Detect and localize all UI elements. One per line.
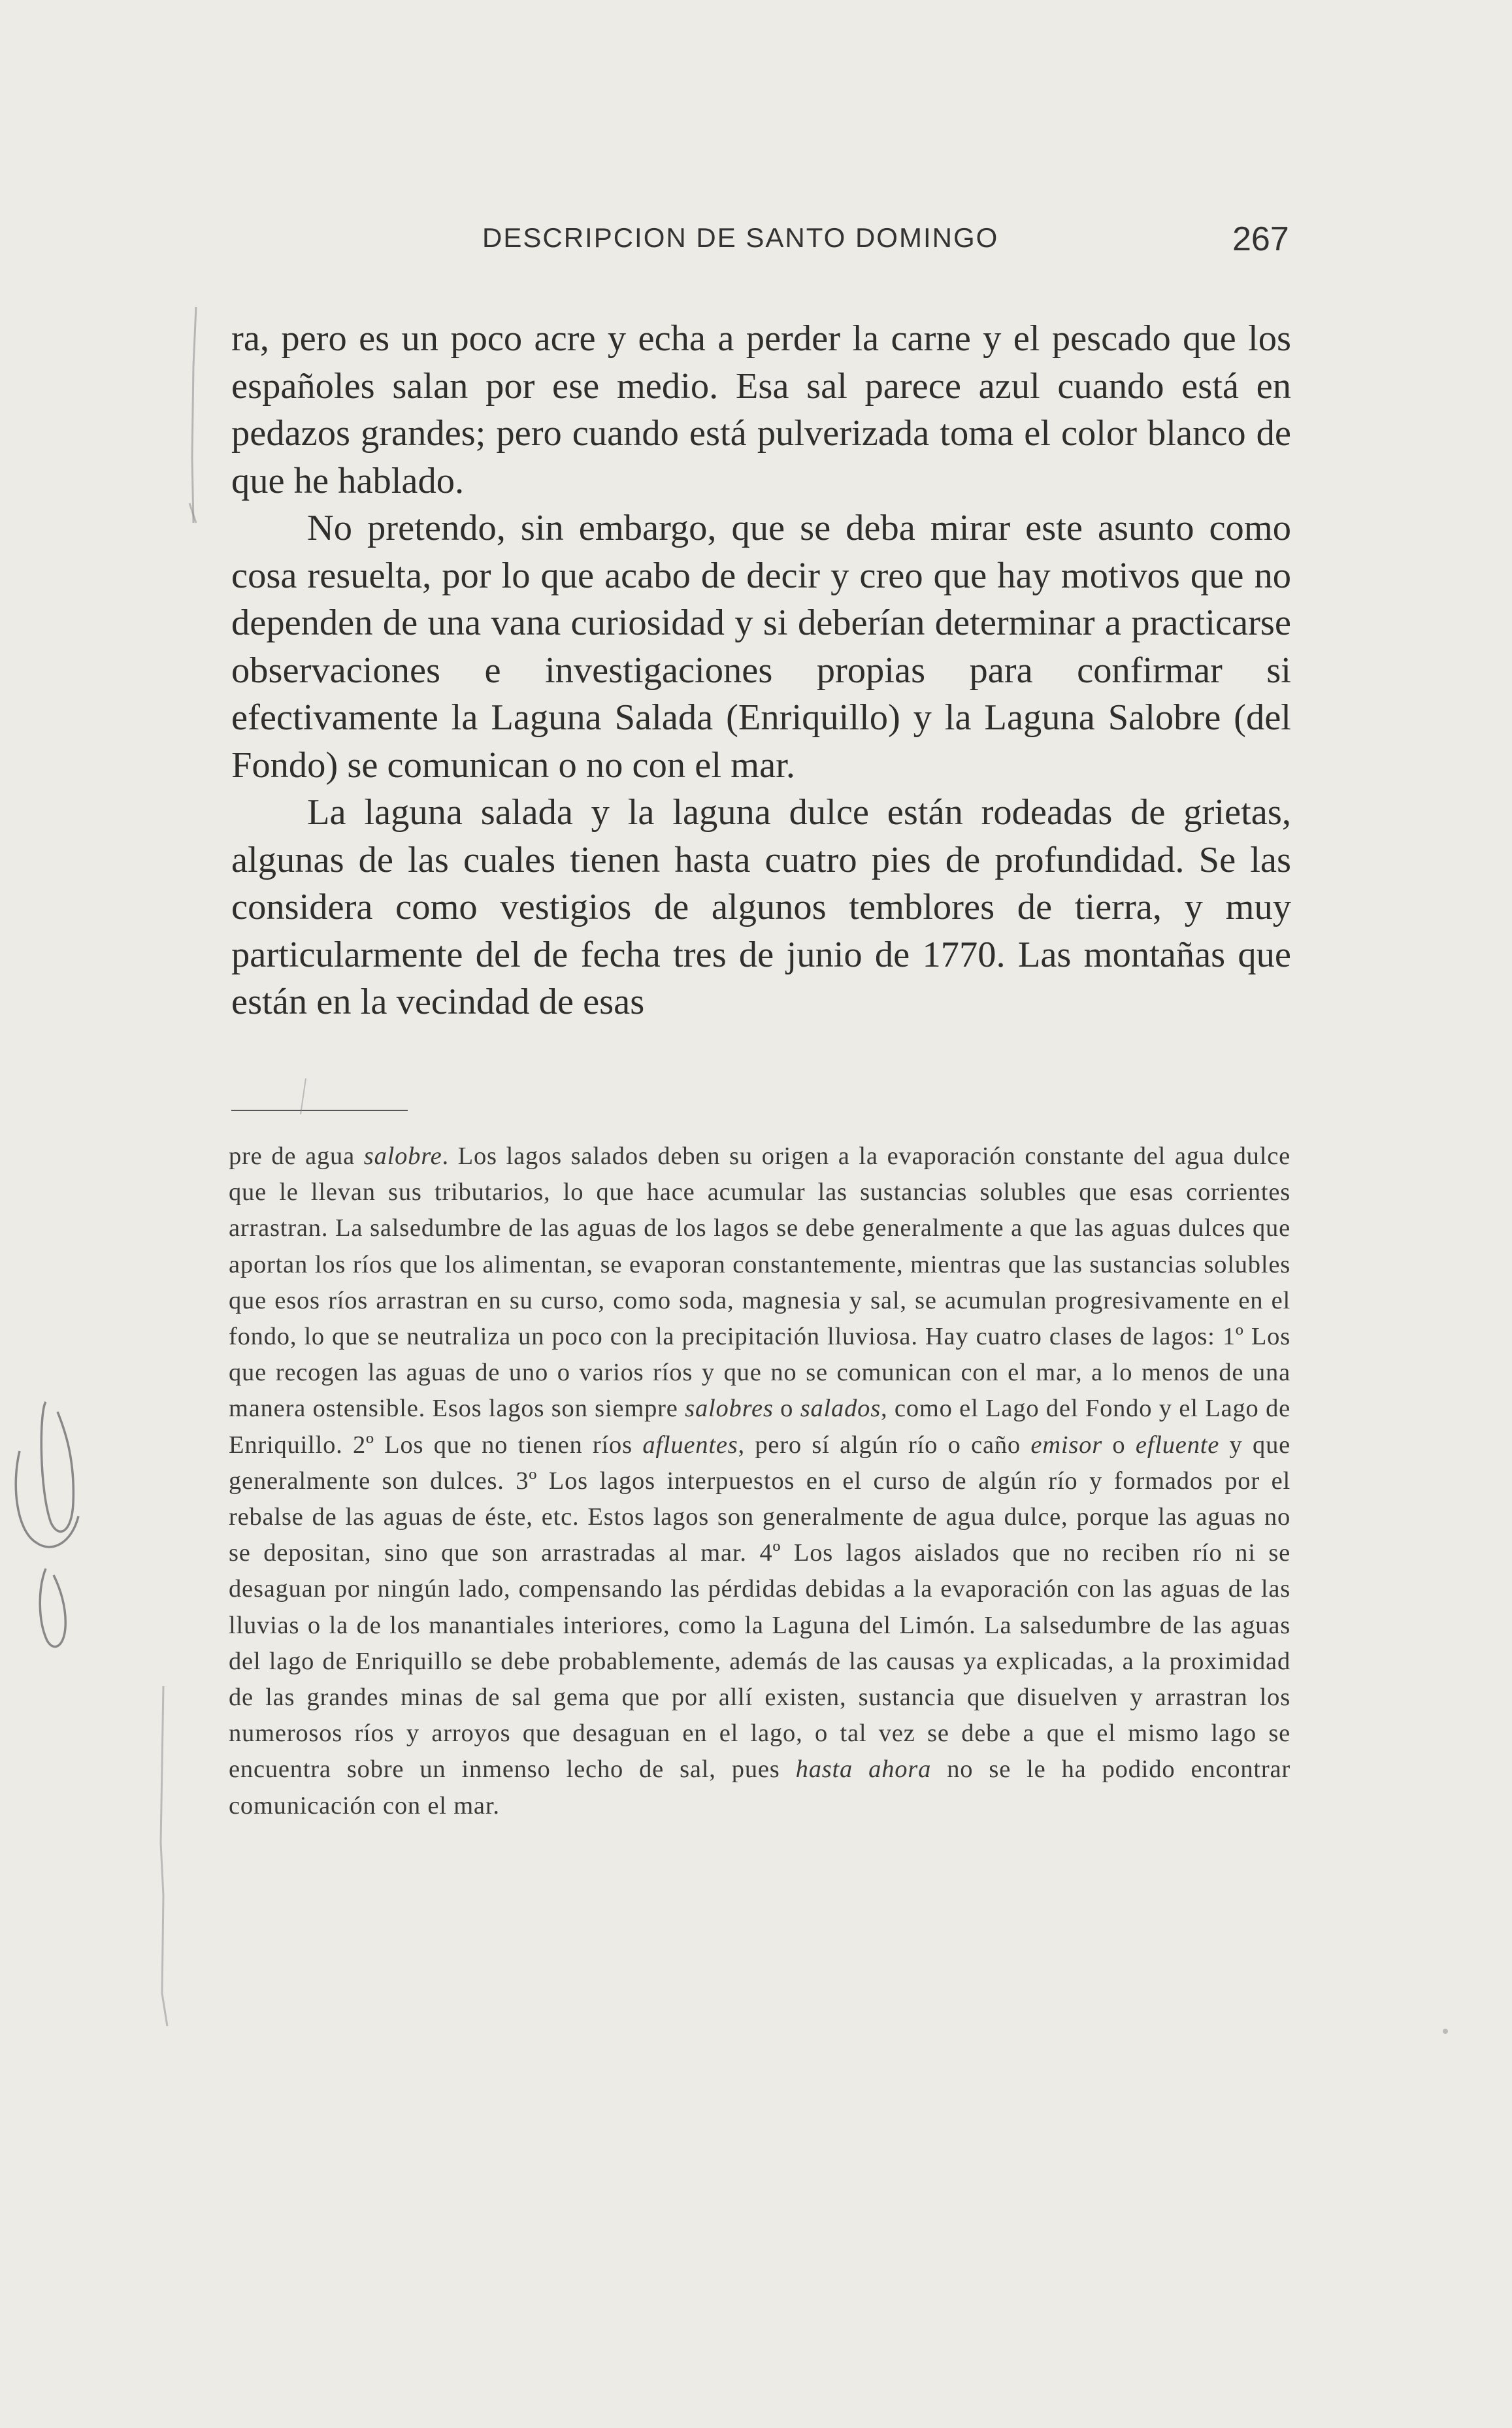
margin-scribble bbox=[40, 1569, 65, 1647]
footnote-italic-run: afluentes bbox=[642, 1431, 738, 1459]
footnote-run: pre de agua bbox=[229, 1142, 364, 1170]
margin-pencil-line bbox=[192, 307, 196, 523]
stray-pencil-mark bbox=[301, 1078, 306, 1114]
footnote-italic-run: emisor bbox=[1030, 1431, 1102, 1459]
footnote-pencil-line bbox=[161, 1686, 167, 2026]
page-number: 267 bbox=[1232, 220, 1289, 258]
stray-dot bbox=[1443, 2029, 1448, 2034]
footnote-run: y que generalmente son dulces. 3º Los lagos interpuestos en el curso de algún río y formados por el rebalse de las aguas de éste, etc. Estos lagos son generalmente de agua dulce, porque las aguas no se depositan, sino que son arrastradas al mar. 4º Los lagos aislados que no reciben río ni se desaguan por ningún lado, compensando las pérdidas debidas a la evaporación con las aguas de las lluvias o la de los manantiales interiores, como la Laguna del Limón. La salsedumbre de las aguas del lago de Enriquillo se debe probablemente, además de las causas ya explicadas, a la proximidad de las grandes minas de sal gema que por allí existen, sustancia que disuelven y arrastran los numerosos ríos y arroyos que desaguan en el lago, o tal vez se debe a que el mismo lago se encuentra sobre un inmenso lecho de sal, pues bbox=[229, 1431, 1291, 1784]
margin-scribble bbox=[41, 1402, 73, 1531]
footnote-italic-run: salados bbox=[800, 1395, 881, 1423]
footnote-run: o bbox=[1102, 1431, 1136, 1459]
margin-scribble bbox=[16, 1451, 78, 1547]
footnote-italic-run: salobres bbox=[685, 1395, 774, 1423]
paragraph: No pretendo, sin embargo, que se deba mirar este asunto como cosa resuelta, por lo que acabo de decir y creo que hay motivos que no dependen de una vana curiosidad y si deberían determinar a practicarse observaciones e investigaciones propias para confirmar si efectivamente la Laguna Salada (Enriquillo) y la Laguna Salobre (del Fondo) se comunican o no con el mar. bbox=[231, 508, 1291, 786]
footnote-run: , pero sí algún río o caño bbox=[738, 1431, 1031, 1459]
footnote-run: . Los lagos salados deben su origen a la evaporación constante del agua dulce que le llevan sus tributarios, lo que hace acumular las sustancias solubles que esas corrientes arrastran. La salsedumbre de las aguas de los lagos se debe generalmente a que las aguas dulces que aportan los ríos que los alimentan, se evaporan constantemente, mientras que las sustancias solubles que esos ríos arrastran en su curso, como soda, magnesia y sal, se acumulan progresivamente en el fondo, lo que se neutraliza un poco con la precipitación lluviosa. Hay cuatro clases de lagos: 1º Los que recogen las aguas de uno o varios ríos y que no se comunican con el mar, a lo menos de una manera ostensible. Esos lagos son siempre bbox=[229, 1142, 1291, 1423]
footnote-italic-run: salobre bbox=[363, 1142, 442, 1170]
footnote-run: o bbox=[773, 1395, 800, 1423]
footnote-run: no se le ha podido encontrar comunicación con el mar. bbox=[229, 1755, 1290, 1820]
footnote-italic-run: hasta ahora bbox=[795, 1755, 932, 1784]
footnote-run: , como el Lago del Fondo y el Lago de Enriquillo. 2º Los que no tienen ríos bbox=[229, 1395, 1291, 1459]
running-title: DESCRIPCION DE SANTO DOMINGO bbox=[482, 222, 999, 253]
paragraph: La laguna salada y la laguna dulce están rodeadas de grietas, algunas de las cuales tienen hasta cuatro pies de profundidad. Se las considera como vestigios de algunos temblores de tierra, y muy particularmente del de fecha tres de junio de 1770. Las montañas que están en la vecindad de esas bbox=[231, 792, 1291, 1022]
paragraph: ra, pero es un poco acre y echa a perder la carne y el pescado que los españoles salan por ese medio. Esa sal parece azul cuando está en pedazos grandes; pero cuando está pulverizada toma el color blanco de que he hablado. bbox=[231, 318, 1291, 501]
footnote-italic-run: efluente bbox=[1135, 1431, 1220, 1459]
